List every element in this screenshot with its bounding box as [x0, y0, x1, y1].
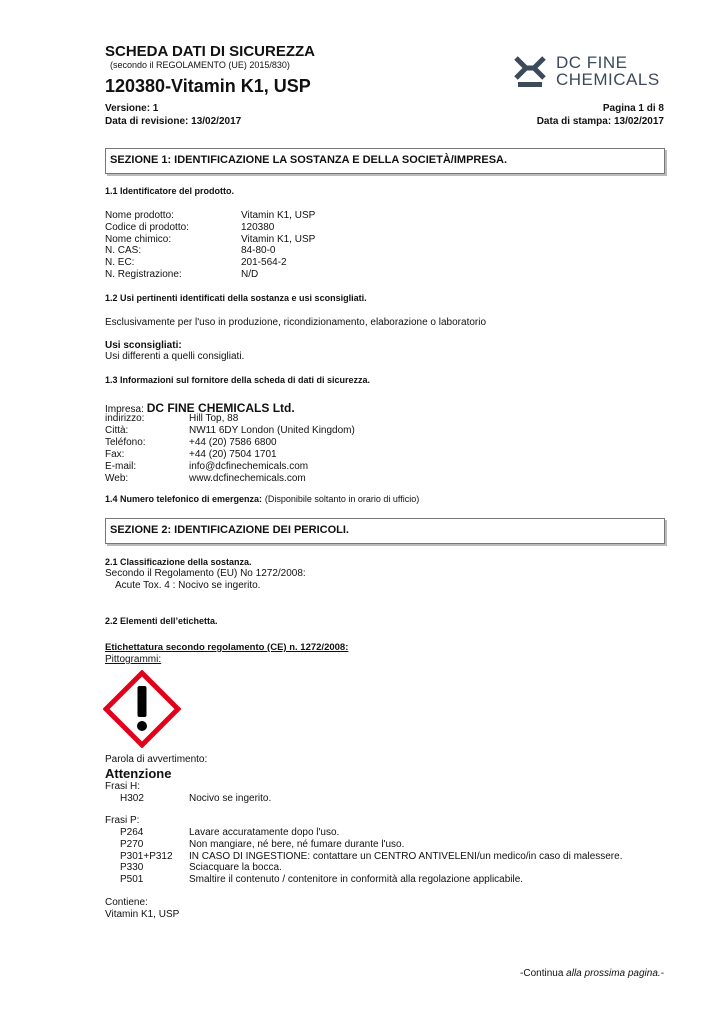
supplier-row-value: info@dcfinechemicals.com [189, 461, 309, 472]
identifier-row-label: Nome prodotto: [105, 210, 174, 221]
labelling-title: Etichettatura secondo regolamento (CE) n. 1272/2008: [105, 642, 349, 653]
subsection-1-4: 1.4 Numero telefonico di emergenza: [105, 494, 263, 504]
h-phrases-label: Frasi H: [105, 781, 140, 792]
logo-line1: DC FINE [556, 53, 628, 72]
identifier-row-value: Vitamin K1, USP [241, 233, 316, 245]
supplier-row-value: www.dcfinechemicals.com [189, 473, 306, 484]
identifier-row-value: N/D [241, 269, 259, 280]
supplier-row-label: indirizzo: [105, 413, 145, 424]
identifier-row-label: N. EC: [105, 257, 135, 269]
supplier-row-value: +44 (20) 7586 6800 [189, 437, 277, 448]
document-title: SCHEDA DATI DI SICUREZZA [105, 43, 315, 60]
section1-header [105, 148, 665, 174]
pictograms-label: Pittogrammi: [105, 654, 162, 665]
revision-date: Data di revisione: 13/02/2017 [105, 116, 242, 127]
identifier-row-value: 84-80-0 [241, 245, 276, 257]
subsection-1-1: 1.1 Identificatore del prodotto. [105, 186, 235, 196]
signal-word-label: Parola di avvertimento: [105, 754, 208, 765]
p-phrase-row-label: P330 [120, 862, 144, 874]
logo-line2: CHEMICALS [556, 70, 660, 89]
identifier-row-label: Codice di prodotto: [105, 221, 189, 233]
identifier-row-label: Nome chimico: [105, 233, 172, 245]
subsection-2-1: 2.1 Classificazione della sostanza. [105, 557, 252, 567]
section1-title: SEZIONE 1: IDENTIFICAZIONE LA SOSTANZA E DELLA SOCIETÀ/IMPRESA. [110, 154, 508, 166]
section2-title: SEZIONE 2: IDENTIFICAZIONE DEI PERICOLI. [110, 524, 349, 536]
p-phrase-row-label: P264 [120, 827, 144, 838]
h-phrase-row-value: Nocivo se ingerito. [189, 793, 272, 804]
product-title: 120380-Vitamin K1, USP [105, 76, 311, 96]
supplier-row-label: Web: [105, 473, 129, 484]
p-phrase-row-label: P501 [120, 874, 144, 886]
not-recommended-text: Usi differenti a quelli consigliati. [105, 351, 245, 362]
supplier-row-label: Città: [105, 425, 129, 436]
subsection-1-2: 1.2 Usi pertinenti identificati della sostanza e usi sconsigliati. [105, 293, 367, 303]
classification-text: Acute Tox. 4 : Nocivo se ingerito. [115, 580, 261, 591]
identifier-row-value: Vitamin K1, USP [241, 210, 316, 221]
p-phrases-label: Frasi P: [105, 815, 140, 826]
p-phrase-row-value: Lavare accuratamente dopo l'uso. [189, 827, 340, 838]
continue-footer [520, 968, 664, 979]
p-phrase-row-value: Smaltire il contenuto / contenitore in conformità alla regolazione applicabile. [189, 874, 524, 886]
emergency-line [105, 494, 419, 505]
supplier-row-value: Hill Top, 88 [189, 413, 239, 424]
identifier-row-value: 201-564-2 [241, 257, 287, 269]
h-phrase-row-label: H302 [120, 793, 144, 804]
identifier-row-label: N. CAS: [105, 245, 142, 257]
p-phrase-row-label: P270 [120, 838, 144, 850]
print-date: Data di stampa: 13/02/2017 [536, 116, 664, 127]
identifier-row-value: 120380 [241, 221, 275, 233]
company-logo [512, 52, 672, 92]
p-phrase-row-value: IN CASO DI INGESTIONE: contattare un CENTRO ANTIVELENI/un medico/in caso di malessere. [189, 850, 623, 862]
signal-word: Attenzione [105, 766, 172, 781]
company-label: Impresa: [105, 404, 144, 415]
company-name: DC FINE CHEMICALS Ltd. [146, 401, 295, 415]
identifier-row-label: N. Registrazione: [105, 269, 182, 280]
dc-logo-icon [512, 54, 548, 90]
not-recommended-label: Usi sconsigliati: [105, 340, 182, 351]
subsection-2-2: 2.2 Elementi dell’etichetta. [105, 616, 218, 626]
subsection-1-3: 1.3 Informazioni sul fornitore della scheda di dati di sicurezza. [105, 375, 371, 385]
emergency-note: (Disponibile soltanto in orario di ufficio) [264, 494, 420, 504]
supplier-row-value: +44 (20) 7504 1701 [189, 449, 277, 460]
regulation-text: Secondo il Regolamento (EU) No 1272/2008: [105, 568, 306, 579]
p-phrase-row-value: Sciacquare la bocca. [189, 862, 282, 874]
section2-header [105, 518, 665, 544]
supplier-row-value: NW11 6DY London (United Kingdom) [189, 425, 355, 436]
supplier-row-label: Fax: [105, 449, 125, 460]
version: Versione: 1 [105, 103, 159, 114]
page-number: Pagina 1 di 8 [602, 103, 664, 114]
supplier-row-label: Teléfono: [105, 437, 146, 448]
p-phrase-row-value: Non mangiare, né bere, né fumare durante l'uso. [189, 838, 405, 850]
uses-text: Esclusivamente per l'uso in produzione, ricondizionamento, elaborazione o laboratorio [105, 317, 487, 328]
continue-italic: alla prossima pagina.- [566, 968, 664, 979]
continue-prefix: -Continua [520, 968, 567, 979]
regulation-subtitle: (secondo il REGOLAMENTO (UE) 2015/830) [110, 60, 290, 70]
contains-value: Vitamin K1, USP [105, 909, 180, 920]
exclamation-mark-pictogram-icon [103, 670, 181, 748]
contains-label: Contiene: [105, 897, 148, 908]
supplier-row-label: E-mail: [105, 461, 137, 472]
p-phrase-row-label: P301+P312 [120, 850, 173, 862]
